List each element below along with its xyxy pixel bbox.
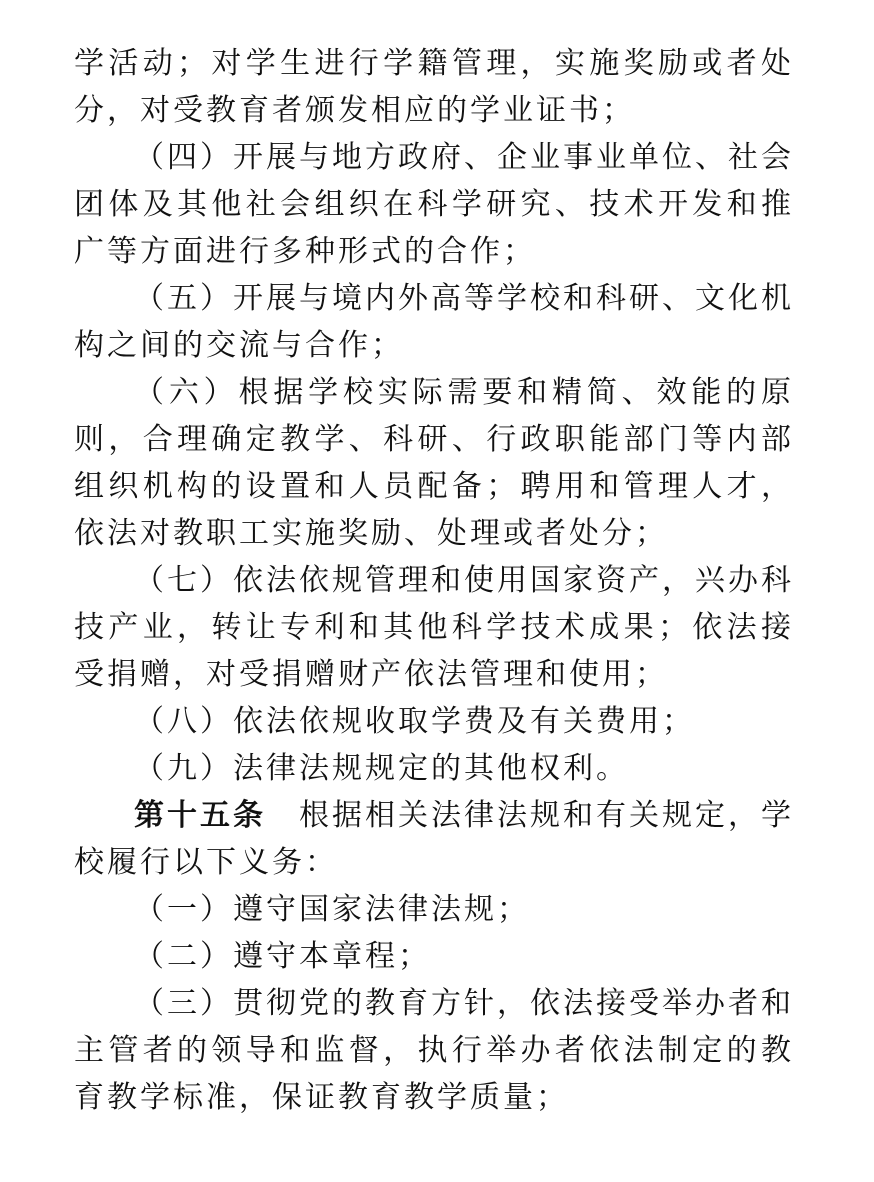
clause-8: （八）依法依规收取学费及有关费用； [134, 704, 695, 739]
clause-6: （六）根据学校实际需要和精简、效能的原则，合理确定教学、科研、行政职能部门等内部组织机构的设置和人员配备；聘用和管理人才，依法对教职工实施奖励、处理或者处分； [74, 375, 794, 551]
article-15-text: 根据相关法律法规和有关规定，学校履行以下义务： [74, 798, 794, 880]
article-number: 第十五条 [134, 798, 266, 833]
clause-4: （四）开展与地方政府、企业事业单位、社会团体及其他社会组织在科学研究、技术开发和推广等方面进行多种形式的合作； [74, 140, 794, 269]
duty-1: （一）遵守国家法律法规； [134, 892, 530, 927]
duty-2: （二）遵守本章程； [134, 939, 431, 974]
document-body [74, 40, 794, 1121]
article-15 [74, 792, 794, 886]
paragraph-continuation: 学活动；对学生进行学籍管理，实施奖励或者处分，对受教育者颁发相应的学业证书； [74, 46, 794, 128]
duty-3: （三）贯彻党的教育方针，依法接受举办者和主管者的领导和监督，执行举办者依法制定的教育教学标准，保证教育教学质量； [74, 986, 794, 1115]
clause-7: （七）依法依规管理和使用国家资产，兴办科技产业，转让专利和其他科学技术成果；依法接受捐赠，对受捐赠财产依法管理和使用； [74, 563, 794, 692]
clause-9: （九）法律法规规定的其他权利。 [134, 751, 629, 786]
clause-5: （五）开展与境内外高等学校和科研、文化机构之间的交流与合作； [74, 281, 794, 363]
